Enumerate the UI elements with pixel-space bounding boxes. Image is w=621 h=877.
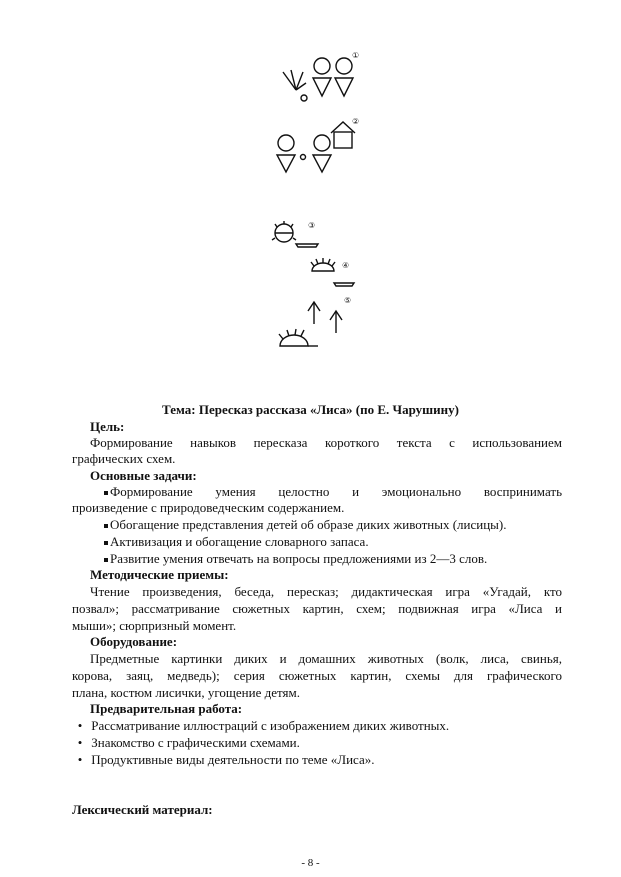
equipment-heading: Оборудование: bbox=[90, 634, 178, 649]
task-1-line-2: произведение с природоведческим содержанием. bbox=[72, 500, 345, 515]
goal-heading: Цель: bbox=[90, 419, 125, 434]
tasks-heading: Основные задачи: bbox=[90, 468, 197, 483]
page-title: Тема: Пересказ рассказа «Лиса» (по Е. Чарушину) bbox=[162, 402, 459, 417]
scheme-1 bbox=[283, 58, 353, 101]
goal-line-2: графических схем. bbox=[72, 451, 176, 466]
scheme-number-3: ③ bbox=[308, 221, 316, 230]
preparation-heading: Предварительная работа: bbox=[90, 701, 243, 716]
task-1-line-1: Формирование умения целостно и эмоционально воспринимать bbox=[104, 484, 562, 500]
methods-line-2: позвал»; рассматривание сюжетных картин, схем; подвижная игра «Лиса и bbox=[72, 601, 562, 616]
page-number: - 8 - bbox=[301, 857, 320, 869]
lexical-heading: Лексический материал: bbox=[72, 802, 213, 817]
graphic-schemes bbox=[0, 0, 621, 380]
methods-line-3: мыши»; сюрпризный момент. bbox=[72, 618, 237, 633]
scheme-number-1: ① bbox=[352, 51, 360, 60]
equipment-line-1: Предметные картинки диких и домашних животных (волк, лиса, свинья, bbox=[90, 651, 562, 666]
scheme-number-5: ⑤ bbox=[344, 296, 352, 305]
task-4: Развитие умения отвечать на вопросы предложениями из 2—3 слов. bbox=[104, 551, 562, 567]
preparation-item-2: • Знакомство с графическими схемами. bbox=[77, 735, 300, 750]
scheme-5 bbox=[279, 302, 342, 346]
scheme-2 bbox=[277, 122, 355, 172]
task-2: Обогащение представления детей об образе диких животных (лисицы). bbox=[104, 517, 562, 533]
preparation-item-1: • Рассматривание иллюстраций с изображением диких животных. bbox=[77, 718, 450, 733]
methods-heading: Методические приемы: bbox=[90, 567, 229, 582]
methods-line-1: Чтение произведения, беседа, пересказ; дидактическая игра «Угадай, кто bbox=[90, 584, 562, 599]
equipment-line-3: плана, костюм лисички, угощение детям. bbox=[72, 685, 300, 700]
goal-line-1: Формирование навыков пересказа короткого текста с использованием bbox=[90, 435, 562, 450]
scheme-number-4: ④ bbox=[342, 261, 350, 270]
preparation-item-3: • Продуктивные виды деятельности по теме «Лиса». bbox=[77, 752, 375, 767]
task-3: Активизация и обогащение словарного запаса. bbox=[104, 534, 562, 550]
scheme-number-2: ② bbox=[352, 117, 360, 126]
equipment-line-2: корова, заяц, медведь); серия сюжетных картин, схемы для графического bbox=[72, 668, 562, 683]
